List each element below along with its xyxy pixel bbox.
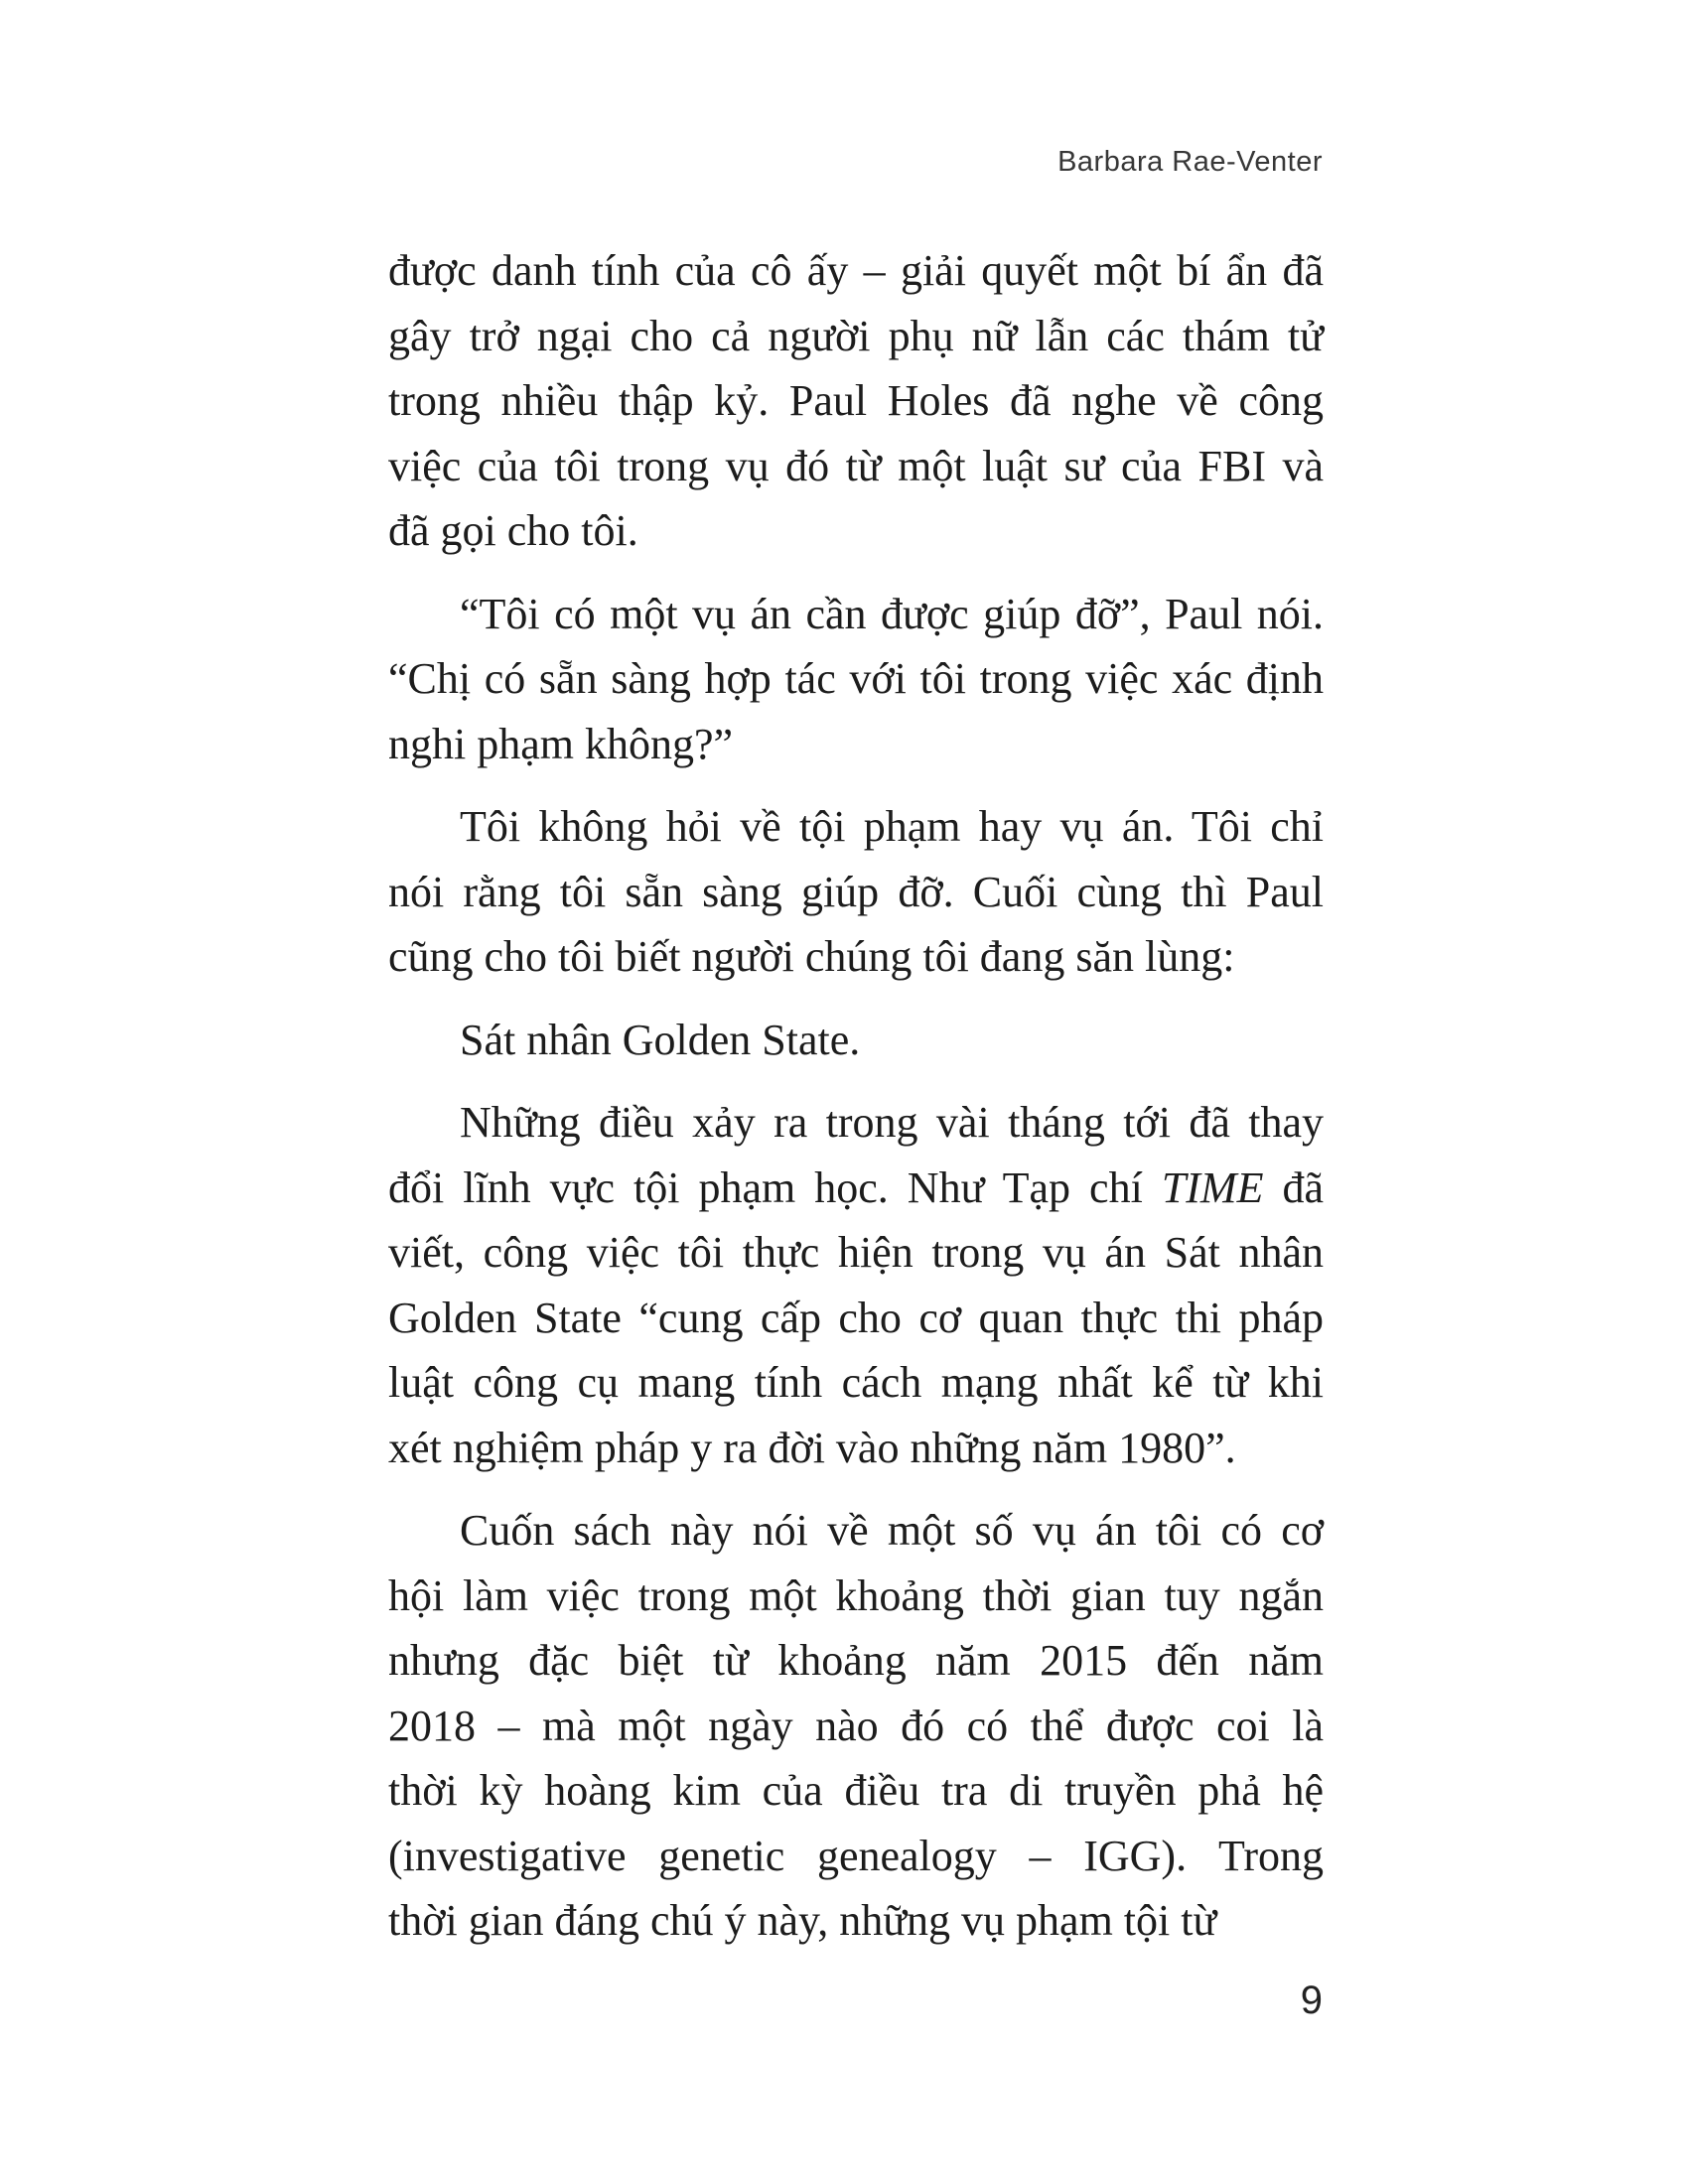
paragraph-2 bbox=[388, 582, 1324, 777]
text-line: nhưng đặc biệt từ khoảng năm 2015 đến năm bbox=[388, 1636, 1324, 1685]
text-line: (investigative genetic genealogy – IGG). Trong bbox=[388, 1831, 1324, 1880]
text-line: gây trở ngại cho cả người phụ nữ lẫn các thám tử bbox=[388, 311, 1324, 360]
text-line: trong nhiều thập kỷ. Paul Holes đã nghe về công bbox=[388, 376, 1324, 425]
page-number: 9 bbox=[1300, 1979, 1323, 2022]
text-line: “Tôi có một vụ án cần được giúp đỡ”, Paul nói. bbox=[460, 589, 1324, 638]
text-line: thời kỳ hoàng kim của điều tra di truyền phả hệ bbox=[388, 1766, 1324, 1815]
paragraph-1 bbox=[388, 238, 1324, 564]
text-line: “Chị có sẵn sàng hợp tác với tôi trong việc xác định bbox=[388, 654, 1324, 703]
paragraph-3 bbox=[388, 794, 1324, 990]
text-line: nói rằng tôi sẵn sàng giúp đỡ. Cuối cùng thì Paul bbox=[388, 867, 1324, 916]
text-line: cũng cho tôi biết người chúng tôi đang săn lùng: bbox=[388, 932, 1235, 981]
paragraph-6 bbox=[388, 1498, 1324, 1954]
text-line: hội làm việc trong một khoảng thời gian tuy ngắn bbox=[388, 1570, 1324, 1620]
text-line: đã gọi cho tôi. bbox=[388, 506, 638, 555]
text-line: được danh tính của cô ấy – giải quyết một bí ẩn đã bbox=[388, 246, 1324, 295]
text-line: xét nghiệm pháp y ra đời vào những năm 1980”. bbox=[388, 1423, 1236, 1472]
text-line: đổi lĩnh vực tội phạm học. Như Tạp chí TIME đã bbox=[388, 1162, 1325, 1212]
text-line: nghi phạm không?” bbox=[388, 719, 734, 768]
text-line: Golden State “cung cấp cho cơ quan thực thi pháp bbox=[388, 1293, 1324, 1342]
text-line: viết, công việc tôi thực hiện trong vụ án Sát nhân bbox=[388, 1228, 1324, 1277]
text-line: Sát nhân Golden State. bbox=[460, 1015, 861, 1064]
paragraph-4 bbox=[388, 1008, 1324, 1073]
text-line: Tôi không hỏi về tội phạm hay vụ án. Tôi chỉ bbox=[460, 802, 1324, 851]
running-header-author: Barbara Rae-Venter bbox=[1057, 146, 1323, 178]
text-line: Cuốn sách này nói về một số vụ án tôi có cơ bbox=[460, 1506, 1324, 1555]
text-line: việc của tôi trong vụ đó từ một luật sư của FBI và bbox=[388, 441, 1324, 490]
text-line: 2018 – mà một ngày nào đó có thể được coi là bbox=[388, 1701, 1324, 1750]
text-line: luật công cụ mang tính cách mạng nhất kể từ khi bbox=[388, 1358, 1324, 1407]
body-text bbox=[388, 238, 1324, 1954]
text-line: thời gian đáng chú ý này, những vụ phạm tội từ bbox=[388, 1896, 1217, 1945]
paragraph-5 bbox=[388, 1090, 1324, 1480]
text-line: Những điều xảy ra trong vài tháng tới đã thay bbox=[460, 1098, 1324, 1147]
